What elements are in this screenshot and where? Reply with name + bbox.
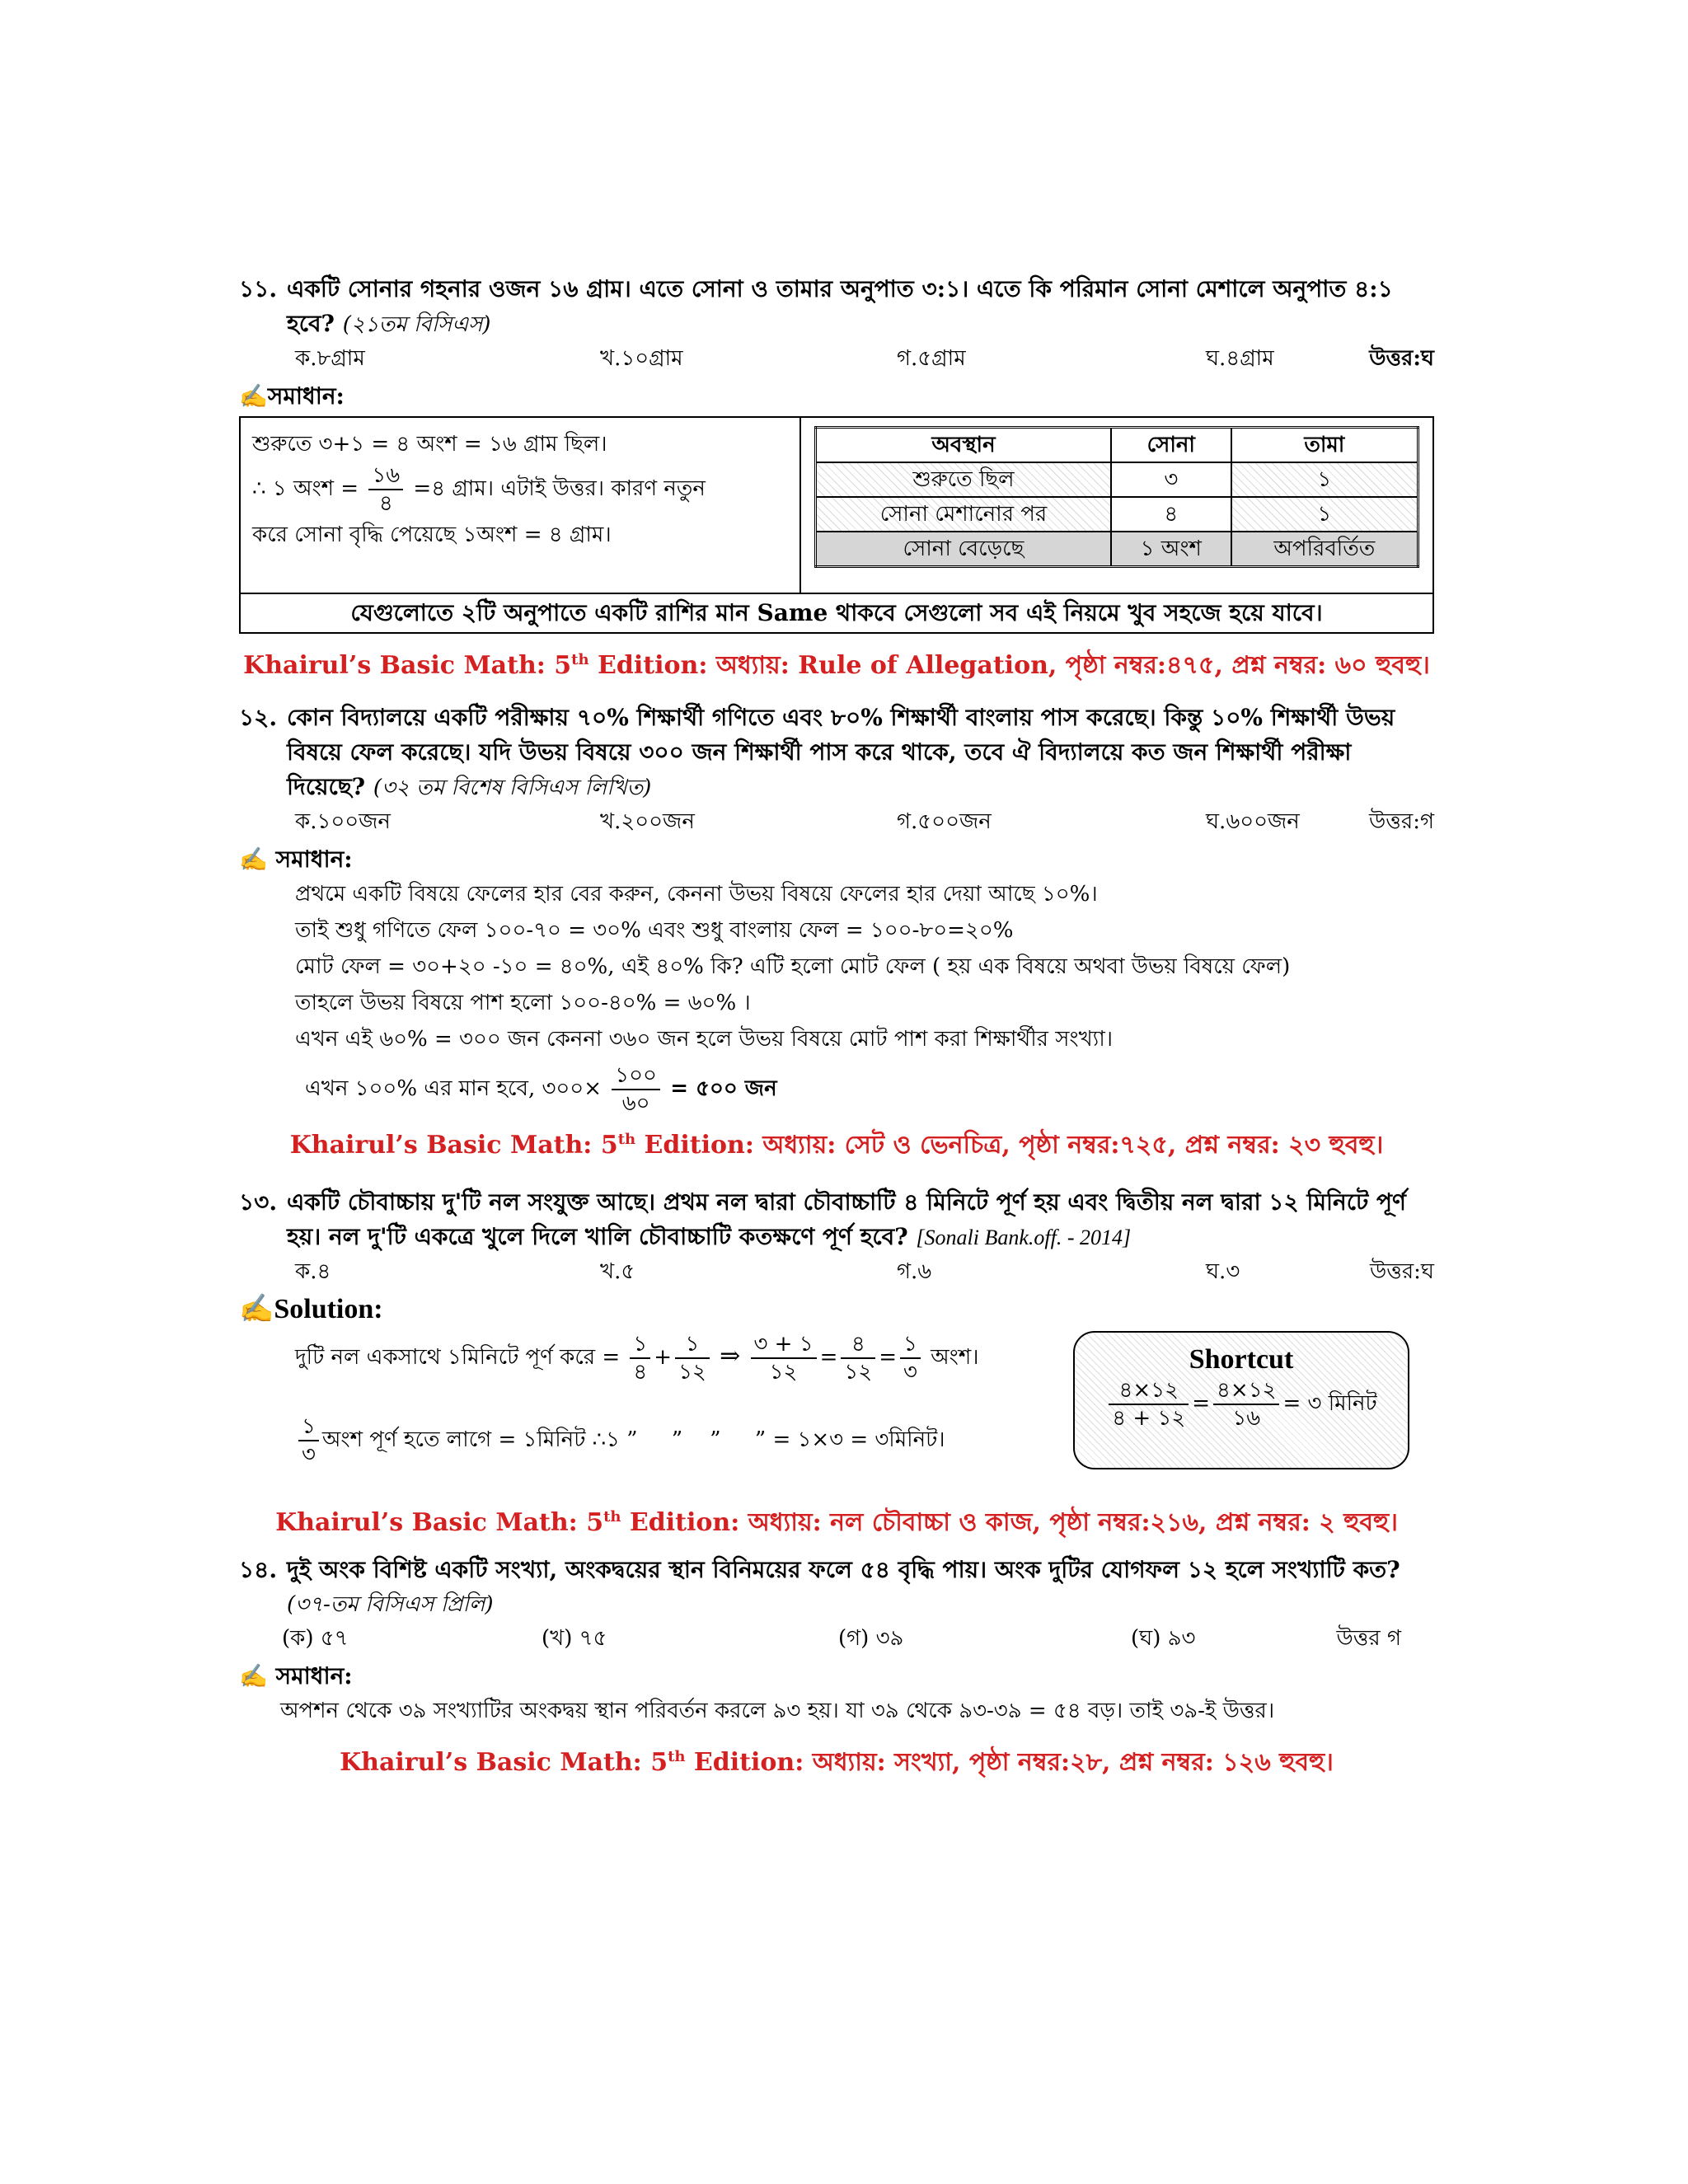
table-row: সোনা মেশানোর পর ৪ ১	[816, 497, 1418, 532]
ratio-table	[814, 426, 1419, 568]
solution-footer: যেগুলোতে ২টি অনুপাতে একটি রাশির মান Same থাকবে সেগুলো সব এই নিয়মে খুব সহজে হয়ে যাবে।	[241, 593, 1432, 632]
table-row: শুরুতে ছিল ৩ ১	[816, 462, 1418, 497]
table-row: সোনা বেড়েছে ১ অংশ অপরিবর্তিত	[816, 532, 1418, 567]
options-12	[295, 805, 1434, 838]
question-source: (৩২ তম বিশেষ বিসিএস লিখিত)	[373, 776, 652, 800]
question-12	[239, 701, 1434, 805]
question-number: ১১.	[239, 275, 278, 302]
option-c: (গ) ৩৯	[838, 1626, 904, 1651]
question-source: (২১তম বিসিএস)	[342, 312, 491, 337]
solution-label: ✍ সমাধান:	[239, 1662, 353, 1690]
solution-label: ✍Solution:	[239, 1294, 383, 1324]
solution-box	[239, 416, 1434, 634]
fraction: $\frac{১৬}{৪}$	[368, 462, 403, 517]
option-a: (ক) ৫৭	[282, 1626, 349, 1651]
solution-line: $\frac{১}{৩}$ অংশ পূর্ণ হতে লাগে = ১মিনিট ∴১ ” ” ” ” = ১×৩ = ৩মিনিট।	[295, 1413, 945, 1468]
answer: উত্তর গ	[1336, 1626, 1401, 1651]
book-reference: Khairul’s Basic Math: 5th Edition: অধ্যায়: সংখ্যা, পৃষ্ঠা নম্বর:২৮, প্রশ্ন নম্বর: ১২৬ হুবহু।	[340, 1748, 1334, 1777]
book-reference: Khairul’s Basic Math: 5th Edition: অধ্যায়: Rule of Allegation, পৃষ্ঠা নম্বর:৪৭৫, প্রশ্ন নম্বর: ৬০ হুবহু।	[243, 651, 1430, 680]
solution-line: এখন এই ৬০% = ৩০০ জন কেননা ৩৬০ জন হলে উভয় বিষয়ে মোট পাশ করা শিক্ষার্থীর সংখ্যা।	[295, 1027, 1114, 1052]
question-text: দুই অংক বিশিষ্ট একটি সংখ্যা, অংকদ্বয়ের স্থান বিনিময়ের ফলে ৫৪ বৃদ্ধি পায়। অংক দুটির যোগফল ১২ হলে সংখ্যাটি কত?	[287, 1556, 1400, 1583]
question-text: কোন বিদ্যালয়ে একটি পরীক্ষায় ৭০% শিক্ষার্থী গণিতে এবং ৮০% শিক্ষার্থী বাংলায় পাস করেছে। কিন্তু ১০% শিক্ষার্থী উভয় বিষয়ে ফেল করেছে। যদি উভয় বিষয়ে ৩০০ জন শিক্ষার্থী পাস করে থাকে, তবে ঐ বিদ্যালয়ে কত জন শিক্ষার্থী পরীক্ষা দিয়েছে?	[287, 704, 1395, 800]
table-header: তামা	[1231, 428, 1418, 463]
table-header: সোনা	[1111, 428, 1231, 463]
question-13	[239, 1185, 1434, 1255]
table-header: অবস্থান	[816, 428, 1111, 463]
shortcut-box	[1073, 1331, 1409, 1469]
options-11	[295, 342, 1434, 375]
question-number: ১৪.	[239, 1556, 278, 1583]
solution-label: ✍সমাধান:	[239, 382, 345, 410]
option-d: ঘ.৩	[1206, 1259, 1240, 1284]
option-c: গ.৬	[897, 1259, 932, 1284]
step-line: ∴ ১ অংশ = $\frac{১৬}{৪}$ =৪ গ্রাম। এটাই উত্তর। কারণ নতুন	[252, 463, 706, 516]
solution-line: দুটি নল একসাথে ১মিনিটে পূর্ণ করে = $\frac{১}{৪}$ + $\frac{১}{১২}$ ⇒ $\frac{৩ + ১}{১২}$ = $\frac{৪}{১২}$ = $\frac{১}{৩}$ অংশ।	[295, 1332, 979, 1385]
question-number: ১৩.	[239, 1188, 278, 1216]
options-13	[295, 1255, 1434, 1288]
option-a: ক.১০০জন	[295, 809, 391, 834]
option-b: খ.১০গ্রাম	[600, 346, 683, 371]
option-b: খ.২০০জন	[600, 809, 695, 834]
solution-line: অপশন থেকে ৩৯ সংখ্যাটির অংকদ্বয় স্থান পরিবর্তন করলে ৯৩ হয়। যা ৩৯ থেকে ৯৩-৩৯ = ৫৪ বড়। তাই ৩৯-ই উত্তর।	[280, 1699, 1275, 1723]
question-11	[239, 272, 1434, 342]
solution-line: প্রথমে একটি বিষয়ে ফেলের হার বের করুন, কেননা উভয় বিষয়ে ফেলের হার দেয়া আছে ১০%।	[295, 882, 1098, 907]
solution-final: এখন ১০০% এর মান হবে, ৩০০× $\frac{১০০}{৬০}$ = ৫০০ জন	[305, 1063, 777, 1116]
option-d: ঘ.৬০০জন	[1206, 809, 1300, 834]
question-number: ১২.	[239, 704, 278, 731]
question-source: [Sonali Bank.off. - 2014]	[916, 1226, 1132, 1249]
ratio-table-panel	[801, 418, 1432, 593]
question-source: (৩৭-তম বিসিএস প্রিলি)	[287, 1592, 494, 1617]
answer: উত্তর:ঘ	[1369, 346, 1434, 371]
solution-line: মোট ফেল = ৩০+২০ -১০ = ৪০%, এই ৪০% কি? এটি হলো মোট ফেল ( হয় এক বিষয়ে অথবা উভয় বিষয়ে ফেল)	[295, 954, 1291, 979]
question-text: একটি চৌবাচ্চায় দু'টি নল সংযুক্ত আছে। প্রথম নল দ্বারা চৌবাচ্চাটি ৪ মিনিটে পূর্ণ হয় এবং দ্বিতীয় নল দ্বারা ১২ মিনিটে পূর্ণ হয়। নল দু'টি একত্রে খুলে দিলে খালি চৌবাচ্চাটি কতক্ষণে পূর্ণ হবে?	[287, 1188, 1406, 1250]
fraction: $\frac{১০০}{৬০}$	[612, 1062, 660, 1117]
options-14	[282, 1622, 1434, 1655]
step-line: শুরুতে ৩+১ = ৪ অংশ = ১৬ গ্রাম ছিল।	[252, 432, 607, 457]
question-text: একটি সোনার গহনার ওজন ১৬ গ্রাম। এতে সোনা ও তামার অনুপাত ৩:১। এতে কি পরিমান সোনা মেশালে অনুপাত ৪:১ হবে?	[287, 275, 1393, 337]
option-a: ক.৪	[295, 1259, 331, 1284]
option-c: গ.৫গ্রাম	[897, 346, 966, 371]
shortcut-formula: $\frac{৪\times ১২}{৪ + ১২}$ = $\frac{৪\times ১২}{১৬}$ = ৩ মিনিট	[1075, 1377, 1408, 1432]
option-a: ক.৮গ্রাম	[295, 346, 365, 371]
solution-13-area	[239, 1331, 1434, 1493]
book-reference: Khairul’s Basic Math: 5th Edition: অধ্যায়: নল চৌবাচ্চা ও কাজ, পৃষ্ঠা নম্বর:২১৬, প্রশ্ন নম্বর: ২ হুবহু।	[275, 1508, 1398, 1537]
solution-line: তাই শুধু গণিতে ফেল ১০০-৭০ = ৩০% এবং শুধু বাংলায় ফেল = ১০০-৮০=২০%	[295, 918, 1014, 943]
option-d: ঘ.৪গ্রাম	[1206, 346, 1274, 371]
answer: উত্তর:ঘ	[1370, 1259, 1434, 1284]
book-reference: Khairul’s Basic Math: 5th Edition: অধ্যায়: সেট ও ভেনচিত্র, পৃষ্ঠা নম্বর:৭২৫, প্রশ্ন নম্বর: ২৩ হুবহু।	[289, 1131, 1384, 1160]
solution-line: তাহলে উভয় বিষয়ে পাশ হলো ১০০-৪০% = ৬০% ।	[295, 991, 751, 1015]
solution-label: ✍ সমাধান:	[239, 846, 353, 873]
option-c: গ.৫০০জন	[897, 809, 992, 834]
option-d: (ঘ) ৯৩	[1131, 1626, 1196, 1651]
option-b: (খ) ৭৫	[542, 1626, 607, 1651]
shortcut-title: Shortcut	[1189, 1344, 1294, 1375]
page-content	[239, 272, 1434, 1781]
step-line: করে সোনা বৃদ্ধি পেয়েছে ১অংশ = ৪ গ্রাম।	[252, 523, 612, 547]
solution-steps	[241, 418, 801, 593]
answer: উত্তর:গ	[1369, 809, 1434, 834]
question-14	[239, 1553, 1434, 1622]
option-b: খ.৫	[600, 1259, 635, 1284]
